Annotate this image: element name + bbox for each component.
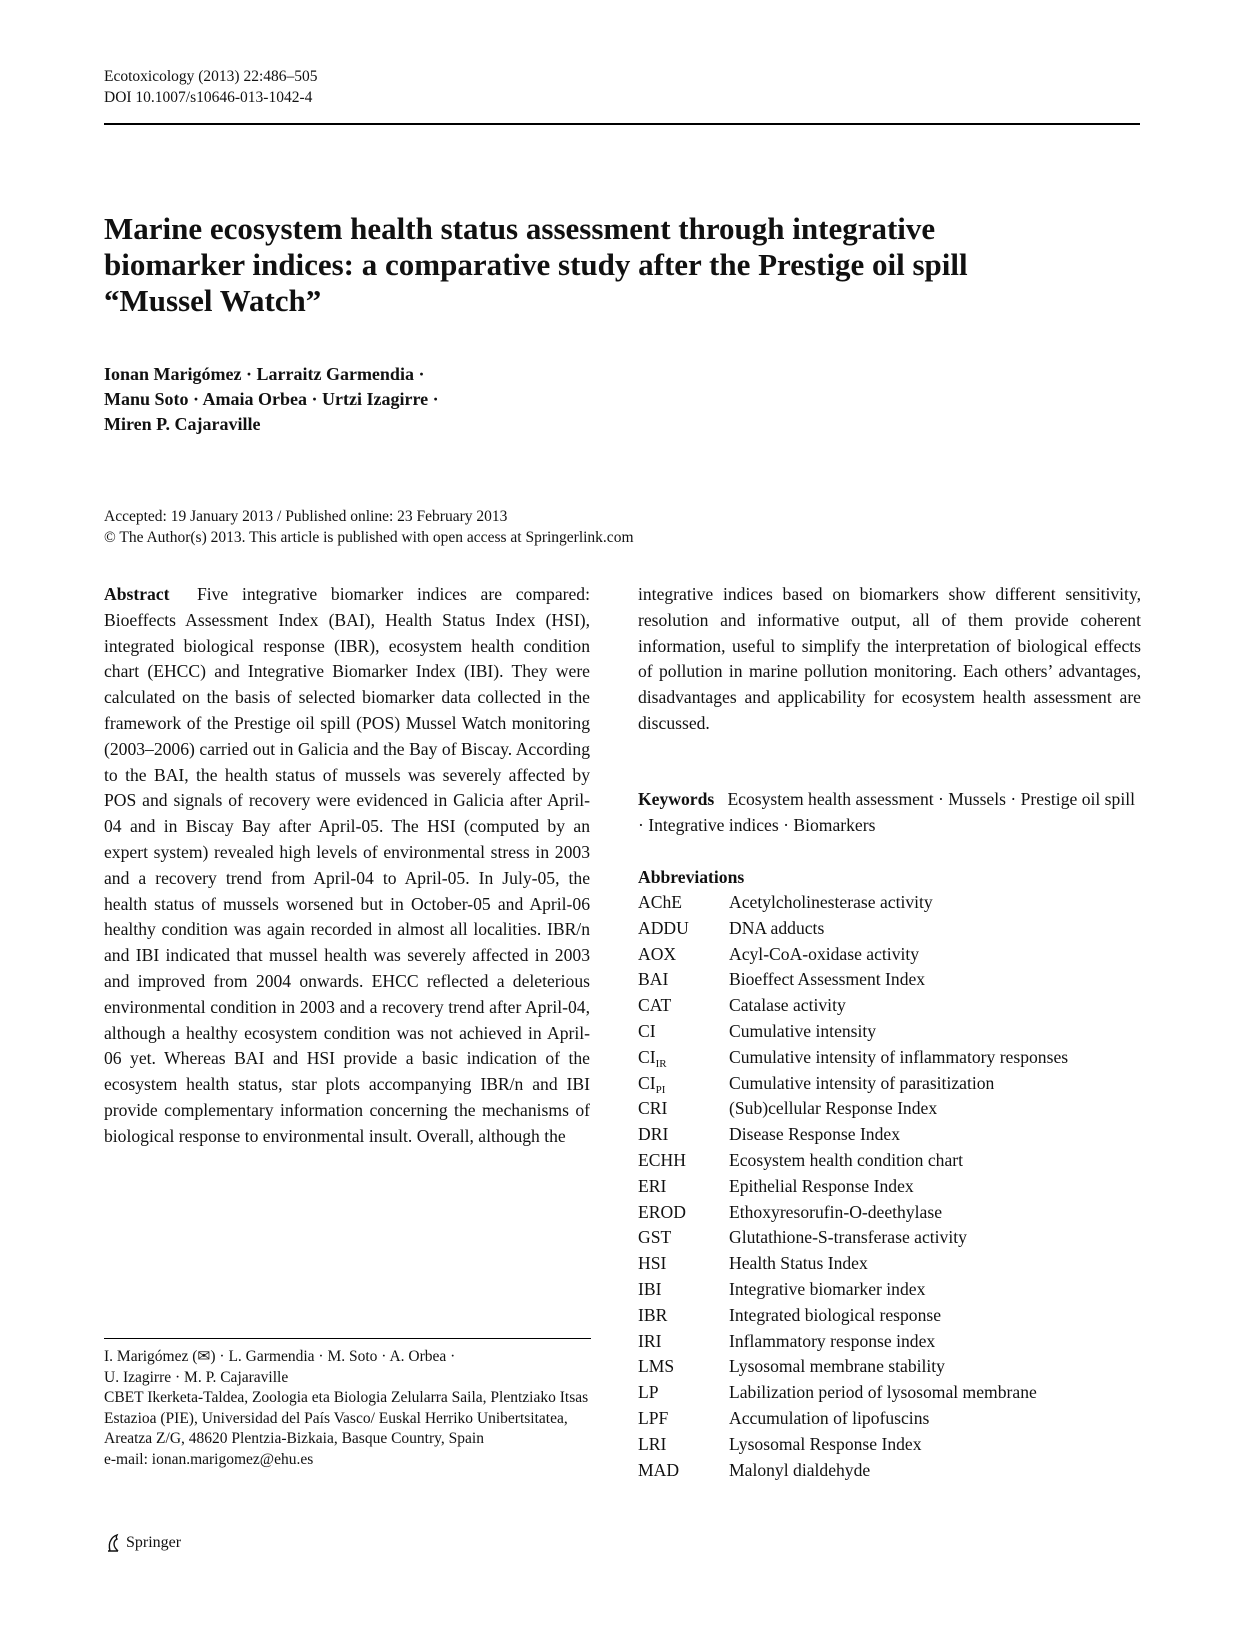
abbreviation-definition: Lysosomal Response Index bbox=[729, 1433, 922, 1454]
abstract-body: Five integrative biomarker indices are compared: Bioeffects Assessment Index (BAI), Health Status Index (HSI), integrated biological response (IBR), ecosystem health condition chart (EHCC) and Integrative Biomarker Index (IBI). They were calculated on the basis of selected biomarker data collected in the framework of the Prestige oil spill (POS) Mussel Watch monitoring (2003–2006) carried out in Galicia and the Bay of Biscay. According to the BAI, the health status of mussels was severely affected by POS and signals of recovery were evidenced in Galicia after April-04 and in Biscay Bay after April-05. The HSI (computed by an expert system) revealed high levels of environmental stress in 2003 and a recovery trend from April-04 to April-05. In July-05, the health status of mussels worsened but in October-05 and April-06 healthy condition was again recorded in almost all localities. IBR/n and IBI indicated that mussel health was severely affected in 2003 and improved from 2004 onwards. EHCC reflected a deleterious environmental condition in 2003 and a recovery trend after April-04, although a healthy ecosystem condition was not achieved in April-06 yet. Whereas BAI and HSI provide a basic indication of the ecosystem health status, star plots accompanying IBR/n and IBI provide complementary information concerning the mechanisms of biological response to environmental insult. Overall, although the bbox=[104, 584, 590, 1146]
abbreviation-code: LRI bbox=[638, 1433, 667, 1454]
abbreviation-row bbox=[638, 967, 1148, 993]
abbreviation-code: LPF bbox=[638, 1407, 669, 1428]
abbreviation-code: IBR bbox=[638, 1304, 668, 1325]
abbreviation-code: LMS bbox=[638, 1356, 675, 1377]
abbreviation-definition: Accumulation of lipofuscins bbox=[729, 1407, 930, 1428]
springer-horse-icon bbox=[104, 1533, 122, 1553]
abstract-label: Abstract bbox=[104, 584, 170, 604]
abbreviation-row bbox=[638, 890, 1148, 916]
abbreviation-definition: Ethoxyresorufin-O-deethylase bbox=[729, 1201, 943, 1222]
abbreviation-code: CRI bbox=[638, 1098, 668, 1119]
publication-dates bbox=[104, 506, 634, 548]
abbreviation-definition: Lysosomal membrane stability bbox=[729, 1356, 945, 1377]
copyright-line: © The Author(s) 2013. This article is published with open access at Springerlink.com bbox=[104, 529, 634, 546]
doi-line: DOI 10.1007/s10646-013-1042-4 bbox=[104, 89, 313, 106]
abbreviation-definition: Ecosystem health condition chart bbox=[729, 1149, 964, 1170]
title-line: “Mussel Watch” bbox=[104, 283, 322, 318]
abbreviation-code: $CI_{PI}$ bbox=[638, 1072, 666, 1096]
accepted-line: Accepted: 19 January 2013 / Published online: 23 February 2013 bbox=[104, 508, 508, 525]
abbreviation-definition: Integrative biomarker index bbox=[729, 1278, 926, 1299]
affiliation-authors: U. Izagirre · M. P. Cajaraville bbox=[104, 1368, 289, 1386]
abbreviation-definition: Cumulative intensity of inflammatory responses bbox=[729, 1046, 1069, 1067]
author-line: Manu Soto · Amaia Orbea · Urtzi Izagirre · bbox=[104, 389, 439, 409]
abbreviation-subscript: IR bbox=[655, 1057, 667, 1070]
article-title bbox=[104, 211, 1144, 319]
abbreviation-definition: Integrated biological response bbox=[729, 1304, 942, 1325]
abbreviation-definition: Cumulative intensity bbox=[729, 1020, 877, 1041]
abbreviation-row bbox=[638, 1251, 1148, 1277]
abbreviation-code: EROD bbox=[638, 1201, 686, 1222]
abbreviation-row bbox=[638, 1406, 1148, 1432]
abbreviation-row bbox=[638, 1174, 1148, 1200]
abbreviations-table bbox=[638, 890, 1148, 1483]
abbreviation-definition: Catalase activity bbox=[729, 995, 846, 1016]
abstract-body-continued: integrative indices based on biomarkers show different sensitivity, resolution and informative output, all of them provide coherent information, useful to simplify the interpretation of biological effects of pollution in marine pollution monitoring. Each others’ advantages, disadvantages and applicability for ecosystem health assessment are discussed. bbox=[638, 584, 1141, 733]
abbreviation-definition: Bioeffect Assessment Index bbox=[729, 969, 926, 990]
author-line: Ionan Marigómez · Larraitz Garmendia · bbox=[104, 364, 425, 384]
abstract-right-column bbox=[638, 582, 1141, 737]
title-line: biomarker indices: a comparative study after the Prestige oil spill bbox=[104, 247, 968, 282]
abbreviation-definition: Disease Response Index bbox=[729, 1124, 901, 1145]
abbreviation-definition: Cumulative intensity of parasitization bbox=[729, 1072, 995, 1093]
abbreviation-code: CI bbox=[638, 1020, 656, 1041]
abbreviation-row bbox=[638, 1225, 1148, 1251]
abbreviation-code: IBI bbox=[638, 1278, 662, 1299]
abbreviation-subscript: PI bbox=[655, 1083, 666, 1096]
abbreviation-definition: Acyl-CoA-oxidase activity bbox=[729, 943, 920, 964]
abbreviation-row bbox=[638, 1329, 1148, 1355]
abbreviation-row bbox=[638, 1303, 1148, 1329]
author-line: Miren P. Cajaraville bbox=[104, 414, 261, 434]
abbreviation-row bbox=[638, 1019, 1148, 1045]
publisher-name: Springer bbox=[126, 1534, 182, 1551]
abbreviation-code: LP bbox=[638, 1382, 659, 1403]
abbreviation-code: GST bbox=[638, 1227, 672, 1248]
abbreviation-row bbox=[638, 1354, 1148, 1380]
author-affiliation bbox=[104, 1347, 591, 1471]
abbreviation-code: AOX bbox=[638, 943, 677, 964]
abbreviation-code: AChE bbox=[638, 892, 682, 912]
abbreviation-definition: DNA adducts bbox=[729, 917, 825, 938]
abbreviation-row bbox=[638, 1432, 1148, 1458]
abbreviation-code: DRI bbox=[638, 1124, 669, 1145]
journal-citation: Ecotoxicology (2013) 22:486–505 bbox=[104, 68, 318, 85]
abstract-left-column bbox=[104, 582, 590, 1150]
abbreviation-row bbox=[638, 916, 1148, 942]
abbreviation-definition: Health Status Index bbox=[729, 1253, 868, 1274]
footnote-divider bbox=[104, 1338, 591, 1339]
keywords-text: Ecosystem health assessment · Mussels · Prestige oil spill · Integrative indices · Biomarkers bbox=[638, 789, 1135, 835]
abbreviation-row bbox=[638, 1045, 1148, 1071]
abbreviation-definition: Epithelial Response Index bbox=[729, 1175, 914, 1196]
abbreviation-row bbox=[638, 1458, 1148, 1484]
author-list bbox=[104, 362, 439, 437]
abbreviations-heading: Abbreviations bbox=[638, 867, 745, 887]
affiliation-address: CBET Ikerketa-Taldea, Zoologia eta Biologia Zelularra Saila, Plentziako Itsas Estazioa (PIE), Universidad del País Vasco/ Euskal Herriko Unibertsitatea, Areatza Z/G, 48620 Plentzia-Bizkaia, Basque Country, Spain bbox=[104, 1389, 589, 1448]
abbreviation-code: IRI bbox=[638, 1330, 662, 1351]
header-divider bbox=[104, 123, 1140, 125]
abbreviation-row bbox=[638, 1096, 1148, 1122]
abbreviation-code: BAI bbox=[638, 969, 669, 990]
abbreviation-row bbox=[638, 942, 1148, 968]
abbreviation-definition: Acetylcholinesterase activity bbox=[729, 892, 933, 912]
publisher-footer bbox=[104, 1533, 181, 1553]
abbreviation-row bbox=[638, 1122, 1148, 1148]
abbreviation-row bbox=[638, 1380, 1148, 1406]
abbreviation-code: HSI bbox=[638, 1253, 667, 1274]
abbreviation-definition: Labilization period of lysosomal membrane bbox=[729, 1382, 1037, 1403]
abbreviation-code: ADDU bbox=[638, 917, 689, 938]
abbreviation-row bbox=[638, 1148, 1148, 1174]
journal-header bbox=[104, 66, 318, 108]
abbreviation-code: ERI bbox=[638, 1175, 667, 1196]
abbreviation-code: CAT bbox=[638, 995, 672, 1016]
affiliation-authors: I. Marigómez (✉) · L. Garmendia · M. Soto · A. Orbea · bbox=[104, 1348, 456, 1365]
keywords-label: Keywords bbox=[638, 789, 715, 809]
abbreviation-definition: (Sub)cellular Response Index bbox=[729, 1098, 938, 1119]
abbreviation-code: $CI_{IR}$ bbox=[638, 1046, 667, 1070]
abbreviation-definition: Glutathione-S-transferase activity bbox=[729, 1227, 967, 1248]
abbreviation-definition: Malonyl dialdehyde bbox=[729, 1459, 871, 1480]
abbreviation-row bbox=[638, 1277, 1148, 1303]
affiliation-email[interactable]: e-mail: ionan.marigomez@ehu.es bbox=[104, 1450, 314, 1468]
abbreviation-code: MAD bbox=[638, 1459, 680, 1480]
abbreviation-definition: Inflammatory response index bbox=[729, 1330, 936, 1351]
abbreviation-row bbox=[638, 993, 1148, 1019]
keywords bbox=[638, 787, 1141, 839]
abbreviation-row bbox=[638, 1071, 1148, 1097]
title-line: Marine ecosystem health status assessment through integrative bbox=[104, 211, 936, 246]
abbreviation-code: ECHH bbox=[638, 1149, 686, 1170]
abbreviation-row bbox=[638, 1200, 1148, 1226]
